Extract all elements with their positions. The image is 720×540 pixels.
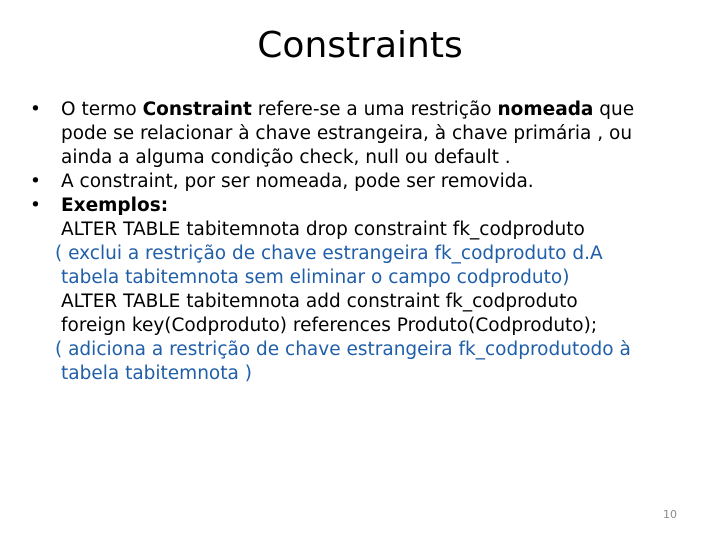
slide-content xyxy=(30,98,700,386)
bullet-icon: • xyxy=(30,171,41,192)
page-number: 10 xyxy=(663,508,677,521)
examples-block xyxy=(30,218,700,386)
comment-line-drop-cont: tabela tabitemnota sem eliminar o campo codproduto) xyxy=(61,267,570,288)
slide-title: Constraints xyxy=(257,25,463,66)
text-run-bold: Constraint xyxy=(142,99,252,120)
bullet-icon: • xyxy=(30,99,41,120)
sql-line-add: ALTER TABLE tabitemnota add constraint fk_codproduto xyxy=(61,291,578,312)
bullet-line: A constraint, por ser nomeada, pode ser removida. xyxy=(61,171,534,192)
comment-line-add: ( adiciona a restrição de chave estrangeira fk_codprodutodo à xyxy=(55,339,631,360)
bullet-item-removal xyxy=(30,170,700,194)
bullet-line xyxy=(61,98,700,122)
bullet-line: pode se relacionar à chave estrangeira, à chave primária , ou xyxy=(61,123,633,144)
comment-line-drop: ( exclui a restrição de chave estrangeira fk_codproduto d.A xyxy=(55,243,603,264)
text-run-bold: nomeada xyxy=(497,99,594,120)
bullet-line: ainda a alguma condição check, null ou default . xyxy=(61,147,511,168)
text-run: refere-se a uma restrição xyxy=(251,99,498,120)
bullet-icon: • xyxy=(30,195,41,216)
bullet-item-examples xyxy=(30,194,700,218)
text-run: que xyxy=(593,99,635,120)
text-run: O termo xyxy=(61,99,143,120)
sql-line-drop: ALTER TABLE tabitemnota drop constraint fk_codproduto xyxy=(61,219,585,240)
bullet-line: Exemplos: xyxy=(61,195,169,216)
bullet-item-constraint-definition xyxy=(30,98,700,170)
sql-line-add-cont: foreign key(Codproduto) references Produto(Codproduto); xyxy=(61,315,598,336)
comment-line-add-cont: tabela tabitemnota ) xyxy=(61,363,252,384)
